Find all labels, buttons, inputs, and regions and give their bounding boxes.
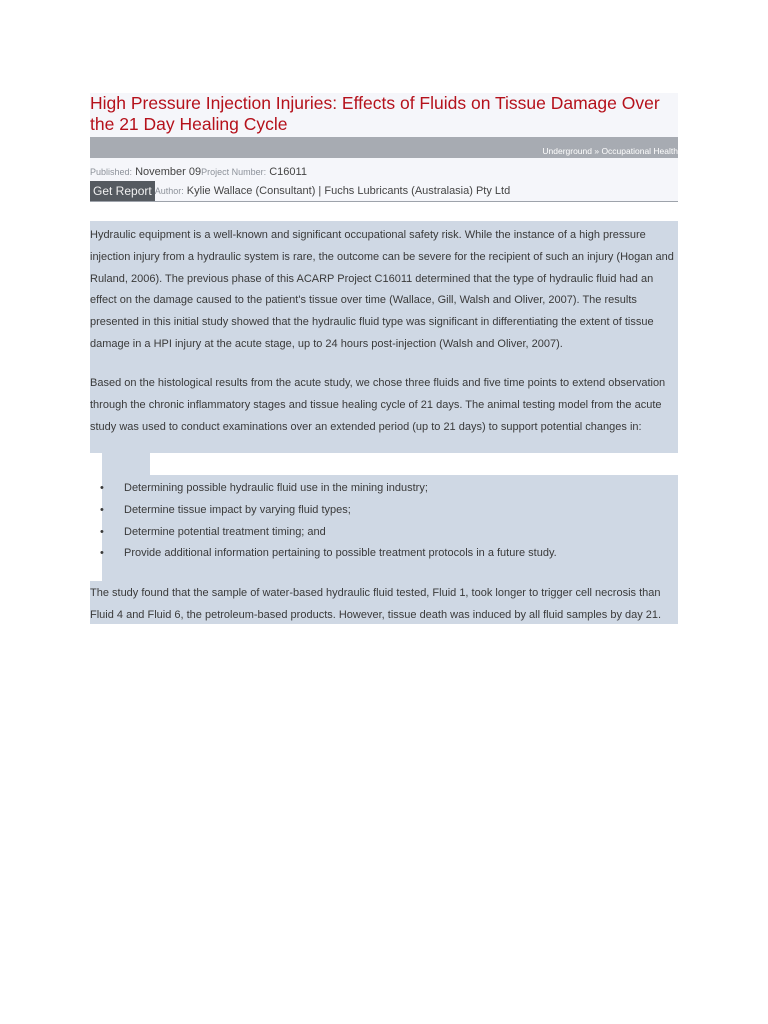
author-label: Author: xyxy=(154,186,184,196)
report-meta xyxy=(90,158,678,202)
list-item-text: Determine tissue impact by varying fluid types; xyxy=(124,503,351,516)
published-label: Published: xyxy=(90,167,133,177)
list-item xyxy=(90,543,678,565)
highlight-gap-after-para2 xyxy=(150,453,678,475)
list-item-text: Provide additional information pertaining to possible treatment protocols in a future study. xyxy=(124,547,557,560)
page-title: High Pressure Injection Injuries: Effects of Fluids on Tissue Damage Over the 21 Day Healing Cycle xyxy=(90,93,660,134)
body-paragraph-2: Based on the histological results from the acute study, we chose three fluids and five time points to extend observation through the chronic inflammatory stages and tissue healing cycle of 21 days. The animal testing model from the acute study was used to conduct examinations over an extended period (up to 21 days) to support potential changes in: xyxy=(90,377,666,433)
objectives-list xyxy=(90,478,678,565)
get-report-button[interactable]: Get Report xyxy=(90,181,155,201)
title-block xyxy=(90,93,678,137)
published-value: November 09 xyxy=(135,166,202,178)
author-value: Kylie Wallace (Consultant) | Fuchs Lubricants (Australasia) Pty Ltd xyxy=(186,185,511,197)
meta-row-author xyxy=(90,181,510,201)
project-number-label: Project Number: xyxy=(201,167,267,177)
bullet-icon: • xyxy=(100,547,104,560)
list-item xyxy=(90,500,678,522)
breadcrumb-bar xyxy=(90,137,678,158)
meta-row-published xyxy=(90,166,307,179)
list-item-text: Determine potential treatment timing; and xyxy=(124,525,326,538)
project-number-value: C16011 xyxy=(269,166,307,178)
body-paragraph-3: The study found that the sample of water-based hydraulic fluid tested, Fluid 1, took longer to trigger cell necrosis than Fluid 4 and Fluid 6, the petroleum-based products. However, tissue death was induced by all fluid samples by day 21. xyxy=(90,587,662,621)
body-paragraph-1: Hydraulic equipment is a well-known and significant occupational safety risk. While the instance of a high pressure injection injury from a hydraulic system is rare, the outcome can be severe for the recipient of such an injury (Hogan and Ruland, 2006). The previous phase of this ACARP Project C16011 determined that the type of hydraulic fluid had an effect on the damage caused to the patient's tissue over time (Wallace, Gill, Walsh and Oliver, 2007). The results presented in this initial study showed that the hydraulic fluid type was significant in differentiating the extent of tissue damage in a HPI injury at the acute stage, up to 24 hours post-injection (Walsh and Oliver, 2007). xyxy=(90,229,674,350)
bullet-icon: • xyxy=(100,525,104,538)
list-item-text: Determining possible hydraulic fluid use in the mining industry; xyxy=(124,482,428,494)
list-item xyxy=(90,522,678,544)
list-item xyxy=(90,478,678,500)
bullet-icon: • xyxy=(100,482,104,494)
breadcrumb[interactable]: Underground » Occupational Health xyxy=(542,146,678,156)
bullet-icon: • xyxy=(100,503,104,516)
